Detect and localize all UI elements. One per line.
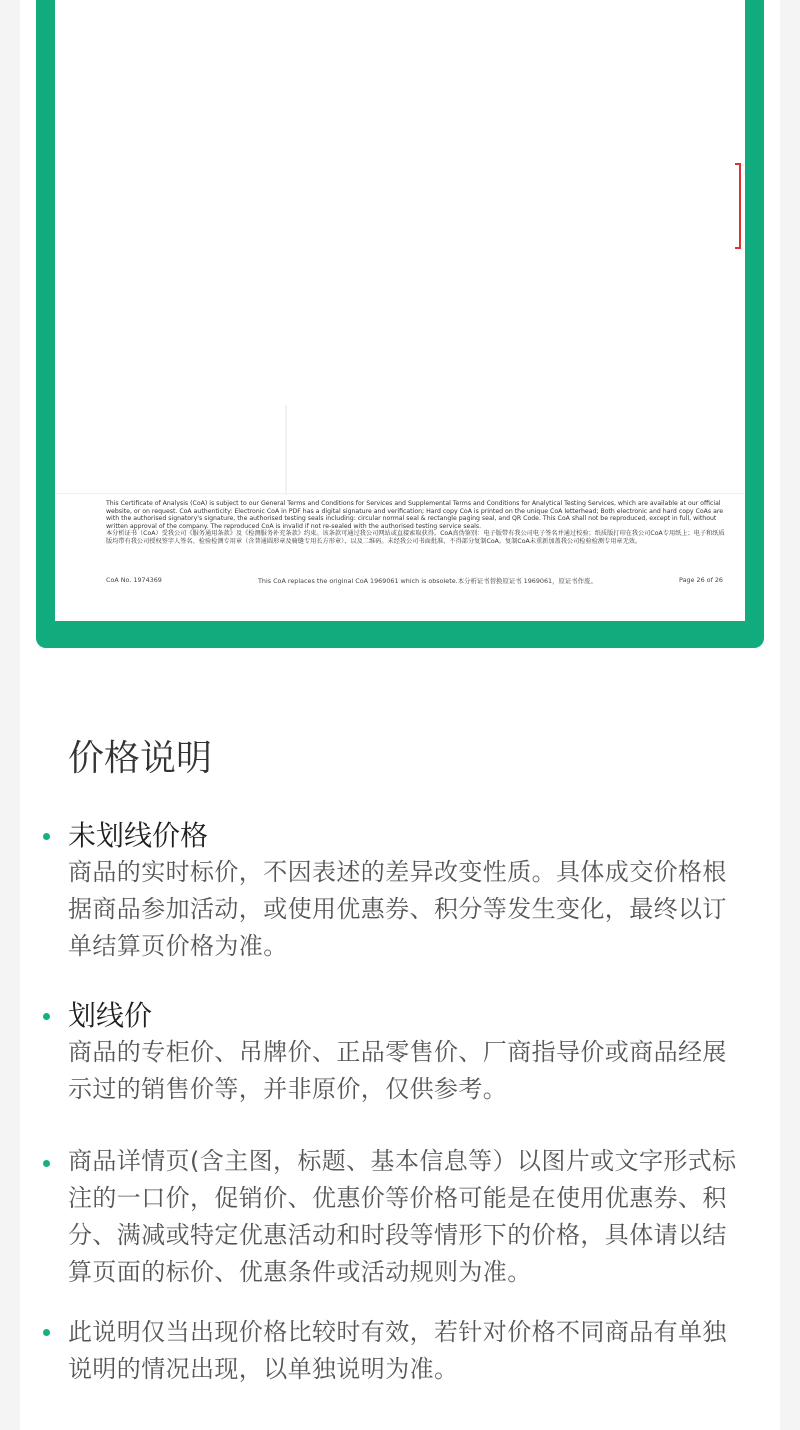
item-text: 商品详情页(含主图，标题、基本信息等）以图片或文字形式标注的一口价，促销价、优惠价等价格可能是在使用优惠券、积分、满减或特定优惠活动和时段等情形下的价格，具体请以结算页面的标价、优惠条件或活动规则为准。 bbox=[68, 1147, 737, 1286]
faint-divider bbox=[55, 493, 745, 494]
item-title: 划线价 bbox=[68, 999, 153, 1032]
list-item bbox=[68, 818, 748, 965]
bullet-dot-icon bbox=[43, 1013, 50, 1020]
item-text: 商品的专柜价、吊牌价、正品零售价、厂商指导价或商品经展示过的销售价等，并非原价，仅供参考。 bbox=[68, 1038, 727, 1103]
item-title: 未划线价格 bbox=[68, 819, 209, 852]
page-number: Page 26 of 26 bbox=[679, 576, 723, 584]
list-item bbox=[68, 1314, 748, 1388]
section-heading: 价格说明 bbox=[68, 738, 213, 779]
faint-divider bbox=[285, 405, 287, 495]
certificate-disclaimer bbox=[106, 500, 726, 546]
list-item bbox=[68, 998, 748, 1108]
item-text: 商品的实时标价，不因表述的差异改变性质。具体成交价格根据商品参加活动，或使用优惠券、积分等发生变化，最终以订单结算页价格为准。 bbox=[68, 858, 727, 960]
list-item bbox=[68, 1143, 748, 1291]
bullet-dot-icon bbox=[43, 1329, 50, 1336]
bullet-dot-icon bbox=[43, 1160, 50, 1167]
coa-number: CoA No. 1974369 bbox=[106, 576, 162, 584]
disclaimer-chinese: 本分析证书（CoA）受我公司《服务通用条款》及《检测服务补充条款》约束。该条款可通过我公司网站或直接索取获得。CoA真伪鉴别：电子版带有我公司电子签名并通过校验；纸质版打印在我公司CoA专用纸上；电子和纸质版均带有我公司授权签字人签名、检验检测专用章（含普通圆形章及骑缝专用长方形章），以及二维码。未经我公司书面批准，不得部分复制CoA。复制CoA未重新加盖我公司检验检测专用章无效。 bbox=[106, 530, 725, 545]
replacement-note: This CoA replaces the original CoA 1969061 which is obsolete.本分析证书替换原证书 1969061，原证书作废。 bbox=[258, 577, 597, 585]
disclaimer-english: This Certificate of Analysis (CoA) is subject to our General Terms and Conditions for Services and Supplemental Terms and Conditions for Analytical Testing Services, which are available at our official website, or on request. CoA authenticity: Electronic CoA in PDF has a digital signature and verification; Hard copy CoA is printed on the unique CoA letterhead; Both electronic and hard copy CoAs are with the authorised signatory's signature, the authorised testing seals including: circular normal seal & rectangle paging seal, and QR Code. This CoA shall not be reproduced, except in full, without written approval of the company. The reproduced CoA is invalid if not re-sealed with the authorised testing service seals. bbox=[106, 500, 724, 530]
bullet-dot-icon bbox=[43, 833, 50, 840]
item-text: 此说明仅当出现价格比较时有效，若针对价格不同商品有单独说明的情况出现，以单独说明为准。 bbox=[68, 1318, 727, 1383]
certificate-footer bbox=[106, 576, 726, 586]
red-bracket-mark bbox=[735, 163, 741, 249]
